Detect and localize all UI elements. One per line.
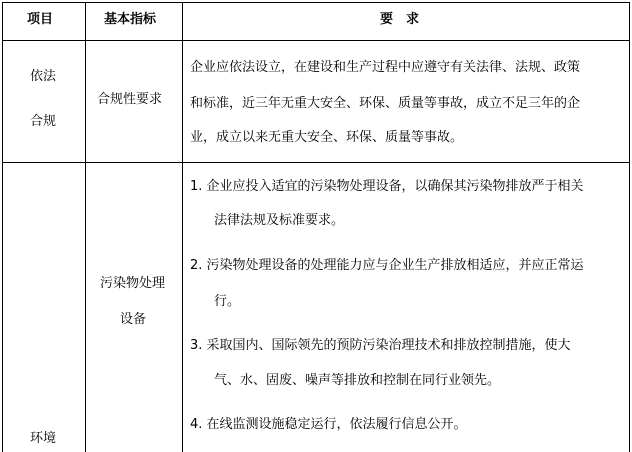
row2-req3-line2: 气、水、固废、噪声等排放和控制在同行业领先。 (214, 373, 501, 388)
row1-item-line1: 依法 (30, 69, 57, 84)
column-divider-2 (182, 2, 183, 452)
row2-indicator-line1: 污染物处理 (100, 276, 166, 291)
header-indicator: 基本指标 (104, 12, 157, 27)
row2-req2-line1: 2. 污染物处理设备的处理能力应与企业生产排放相适应，并应正常运 (190, 258, 584, 273)
header-divider (2, 40, 630, 41)
column-divider-1 (85, 2, 86, 452)
row2-req3-line1: 3. 采取国内、国际领先的预防污染治理技术和排放控制措施，使大 (190, 338, 571, 353)
row1-requirement-line1: 企业应依法设立，在建设和生产过程中应遵守有关法律、法规、政策 (190, 60, 581, 75)
table-border-left (2, 2, 3, 452)
row2-req1-line1: 1. 企业应投入适宜的污染物处理设备，以确保其污染物排放严于相关 (190, 179, 584, 194)
row1-item-line2: 合规 (30, 114, 57, 129)
row2-req2-line2: 行。 (214, 294, 241, 309)
row-divider (2, 162, 630, 163)
row1-requirement-line2: 和标准，近三年无重大安全、环保、质量等事故，成立不足三年的企 (190, 96, 581, 111)
header-item: 项目 (27, 12, 54, 27)
table-border-right (629, 2, 630, 452)
table-border-top (2, 2, 630, 3)
row2-req1-line2: 法律法规及标准要求。 (214, 213, 345, 228)
header-requirement: 要 求 (380, 12, 420, 27)
row2-item: 环境 (30, 431, 57, 446)
row2-req4-line1: 4. 在线监测设施稳定运行，依法履行信息公开。 (190, 417, 467, 432)
row2-indicator-line2: 设备 (120, 312, 147, 327)
row1-indicator: 合规性要求 (97, 92, 163, 107)
row1-requirement-line3: 业，成立以来无重大安全、环保、质量等事故。 (190, 130, 464, 145)
